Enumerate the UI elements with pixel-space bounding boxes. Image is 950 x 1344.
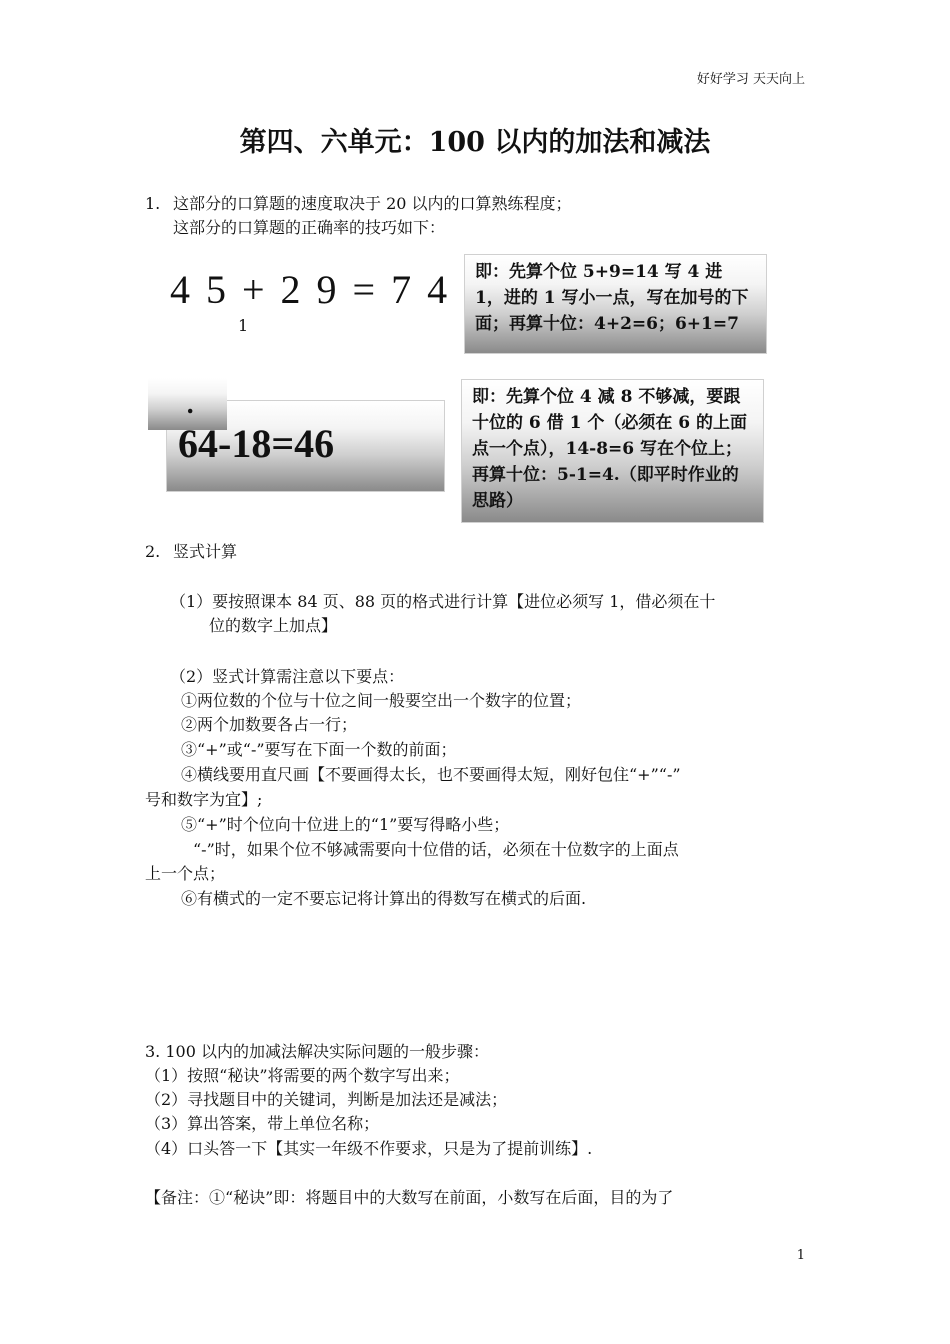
page-header: 好好学习 天天向上 — [696, 72, 805, 87]
point-6: ⑥有横式的一定不要忘记将计算出的得数写在横式的后面. — [181, 889, 587, 908]
point-5-line3: 上一个点； — [145, 864, 226, 883]
point-2: ②两个加数要各占一行； — [181, 715, 358, 734]
point-4-line2: 号和数字为宜】; — [145, 790, 263, 809]
point-1: ①两位数的个位与十位之间一般要空出一个数字的位置； — [181, 691, 582, 710]
borrow-dot: . — [186, 390, 195, 419]
step-2: （2）寻找题目中的关键词，判断是加法还是减法； — [145, 1090, 508, 1109]
page-number: 1 — [796, 1248, 805, 1263]
addition-note-text: 即：先算个位 5+9=14 写 4 进 1，进的 1 写小一点，写在加号的下面；再算十位：4+2=6；6+1=7 — [475, 262, 749, 334]
section3-heading: 3. 100 以内的加减法解决实际问题的一般步骤： — [145, 1042, 489, 1061]
subtraction-equation: 64-18=46 — [178, 421, 335, 466]
section1-line2: 这部分的口算题的正确率的技巧如下： — [173, 218, 446, 237]
point-5-line2: “-”时，如果个位不够减需要向十位借的话，必须在十位数字的上面点 — [193, 840, 679, 859]
section1-line1: 这部分的口算题的速度取决于 20 以内的口算熟练程度； — [173, 194, 572, 213]
remark-line: 【备注：①“秘诀”即：将题目中的大数写在前面，小数写在后面，目的为了 — [145, 1188, 674, 1207]
point-5-line1: ⑤“+”时个位向十位进上的“1”要写得略小些； — [181, 815, 510, 834]
addition-carry-digit: 1 — [238, 316, 249, 335]
section1-number: 1. — [145, 194, 161, 213]
section2-number: 2. — [145, 542, 161, 561]
section2-item1-line2: 位的数字上加点】 — [209, 616, 338, 635]
addition-note-box — [464, 254, 767, 354]
addition-equation: 4 5 + 2 9 = 7 4 — [170, 267, 451, 312]
section2-item1-line1: （1）要按照课本 84 页、88 页的格式进行计算【进位必须写 1，借必须在十 — [170, 592, 716, 611]
point-3: ③“+”或“-”要写在下面一个数的前面； — [181, 740, 457, 759]
step-1: （1）按照“秘诀”将需要的两个数字写出来； — [145, 1066, 460, 1085]
section2-heading: 竖式计算 — [173, 542, 238, 561]
step-3: （3）算出答案，带上单位名称； — [145, 1114, 380, 1133]
page-title: 第四、六单元：100 以内的加法和减法 — [239, 127, 711, 158]
subtraction-note-box — [461, 379, 764, 523]
subtraction-note-text: 即：先算个位 4 减 8 不够减，要跟十位的 6 借 1 个（必须在 6 的上面点一个点），14-8=6 写在个位上；再算十位：5-1=4.（即平时作业的思路） — [472, 387, 747, 511]
step-4: （4）口头答一下【其实一年级不作要求，只是为了提前训练】. — [145, 1139, 593, 1158]
section2-item2-heading: （2）竖式计算需注意以下要点： — [170, 667, 405, 686]
point-4-line1: ④横线要用直尺画【不要画得太长，也不要画得太短，刚好包住“+”“-” — [181, 765, 681, 784]
